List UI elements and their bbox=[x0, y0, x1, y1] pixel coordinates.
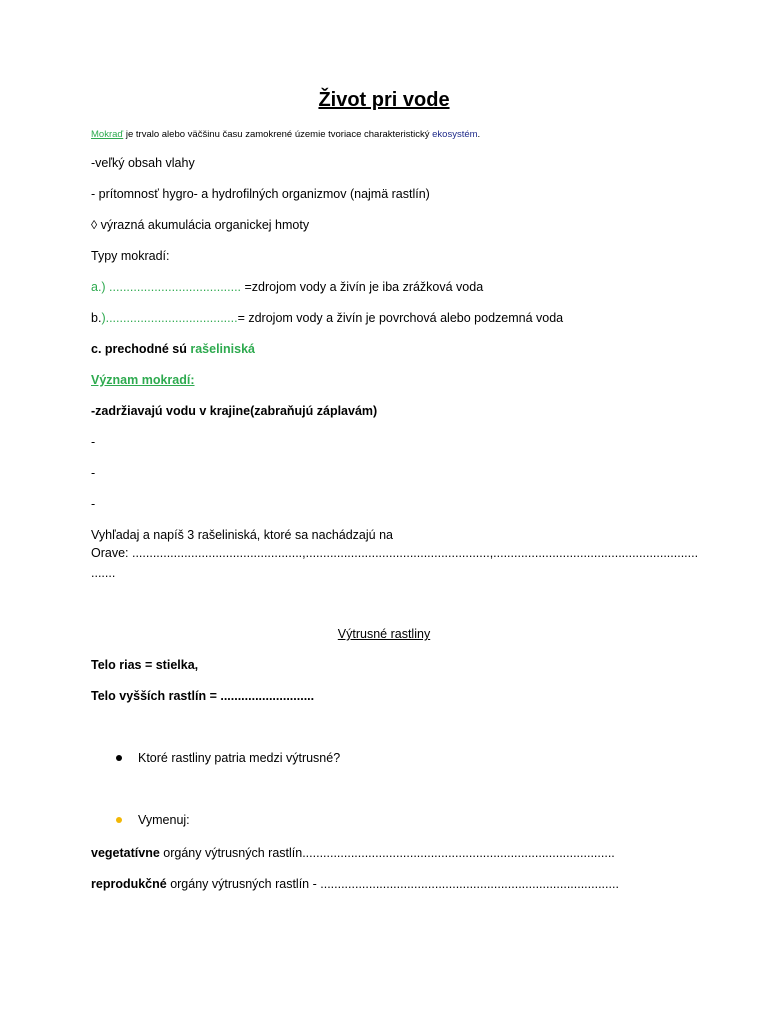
section-importance-heading: Význam mokradí: bbox=[91, 373, 195, 387]
type-a-text: =zdrojom vody a živín je iba zrážková voda bbox=[241, 280, 484, 294]
line-higher-plants-body: Telo vyšších rastlín = ........................... bbox=[91, 689, 315, 703]
vegetative-blank: orgány výtrusných rastlín.......................................................................................... bbox=[159, 846, 615, 860]
line-find-peatlands: Vyhľadaj a napíš 3 rašeliniská, ktoré sa nachádzajú na bbox=[91, 528, 393, 542]
type-b-label: b. bbox=[91, 311, 102, 325]
intro-term-link[interactable]: Mokraď bbox=[91, 129, 124, 140]
page-title: Život pri vode bbox=[318, 89, 450, 111]
intro-end: . bbox=[477, 129, 481, 140]
line-vegetative-organs bbox=[91, 845, 615, 861]
line-accumulation: ◊ výrazná akumulácia organickej hmoty bbox=[91, 218, 310, 232]
list-prompt-text: Vymenuj: bbox=[138, 813, 190, 827]
line-orava-cont: ....... bbox=[91, 566, 116, 580]
line-retain-water: -zadržiavajú vodu v krajine(zabraňujú záplavám) bbox=[91, 404, 378, 418]
type-a-blank: a.) ...................................... bbox=[91, 280, 242, 294]
type-b-text: = zdrojom vody a živín je povrchová alebo podzemná voda bbox=[237, 311, 564, 325]
line-types-heading: Typy mokradí: bbox=[91, 249, 170, 263]
question-text: Ktoré rastliny patria medzi výtrusné? bbox=[138, 751, 341, 765]
reproductive-blank: orgány výtrusných rastlín - ...................................................................................... bbox=[166, 877, 619, 891]
line-type-a bbox=[91, 279, 483, 295]
line-organisms: - prítomnosť hygro- a hydrofilných organizmov (najmä rastlín) bbox=[91, 187, 430, 201]
line-type-b bbox=[91, 310, 563, 326]
bullet-dot-icon bbox=[116, 755, 122, 761]
type-c-green: rašeliniská bbox=[190, 342, 255, 356]
line-type-c bbox=[91, 341, 255, 357]
intro-text: je trvalo alebo väčšinu času zamokrené územie tvoriace charakteristický bbox=[123, 129, 433, 140]
type-c-text: c. prechodné sú bbox=[91, 342, 191, 356]
line-algae-body: Telo rias = stielka, bbox=[91, 658, 199, 672]
reproductive-label: reprodukčné bbox=[91, 877, 167, 891]
dash-line-3: - bbox=[91, 497, 96, 511]
type-b-blank: )...................................... bbox=[101, 311, 238, 325]
line-reproductive-organs bbox=[91, 876, 619, 892]
dash-line-2: - bbox=[91, 466, 96, 480]
dash-line-1: - bbox=[91, 435, 96, 449]
ecosystem-link[interactable]: ekosystém bbox=[432, 129, 478, 140]
intro-paragraph bbox=[91, 127, 480, 143]
bullet-dot-icon bbox=[116, 817, 122, 823]
line-orava-blanks: Orave: .................................................,.....................................................,........................................................... bbox=[91, 546, 699, 560]
vegetative-label: vegetatívne bbox=[91, 846, 160, 860]
line-moisture: -veľký obsah vlahy bbox=[91, 156, 195, 170]
section-spore-plants-heading: Výtrusné rastliny bbox=[337, 627, 431, 641]
